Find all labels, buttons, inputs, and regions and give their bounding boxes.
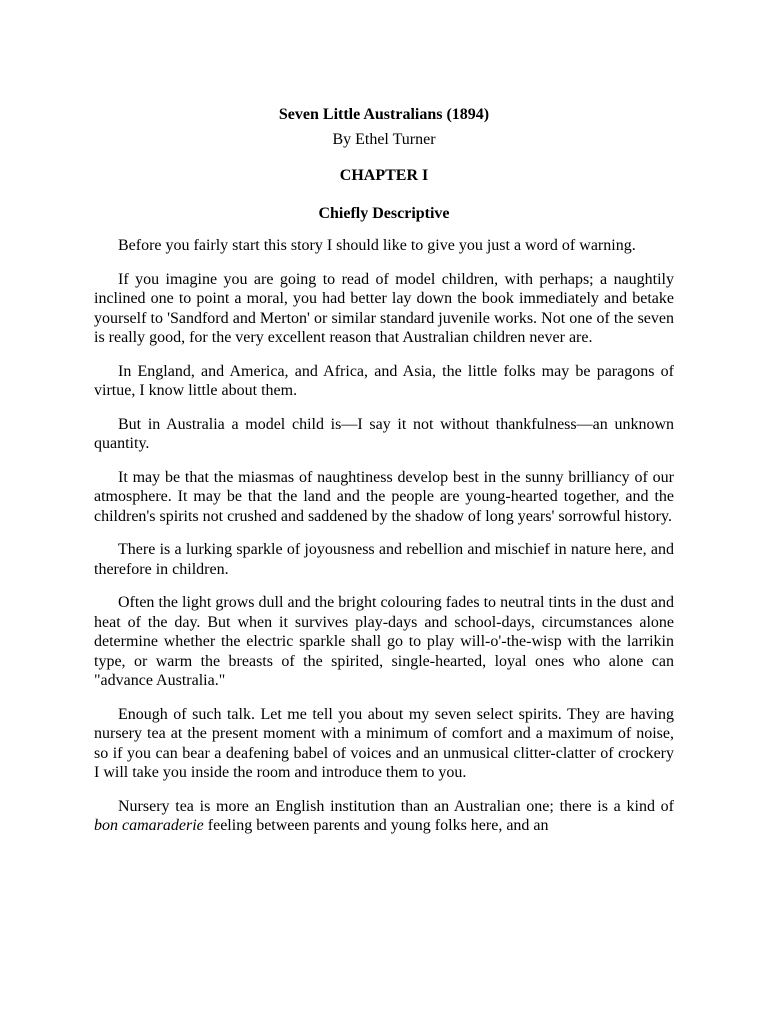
paragraph: Enough of such talk. Let me tell you about my seven select spirits. They are having nursery tea at the present moment with a minimum of comfort and a maximum of noise, so if you can bear a deafening babel of voices and an unmusical clitter-clatter of crockery I will take you inside the room and introduce them to you. <box>94 705 674 781</box>
paragraph: There is a lurking sparkle of joyousness and rebellion and mischief in nature here, and therefore in children. <box>94 541 674 578</box>
paragraph: It may be that the miasmas of naughtiness develop best in the sunny brilliancy of our atmosphere. It may be that the land and the people are young-hearted together, and the children's spirits not crushed and saddened by the shadow of long years' sorrowful history. <box>94 468 674 525</box>
paragraph-last <box>94 797 674 836</box>
paragraph-text: Nursery tea is more an English institution than an Australian one; there is a kind of <box>118 797 674 815</box>
page-content <box>94 104 674 836</box>
paragraph: In England, and America, and Africa, and Asia, the little folks may be paragons of virtue, I know little about them. <box>94 362 674 399</box>
chapter-heading: CHAPTER I <box>339 167 429 184</box>
italic-phrase: bon camaraderie <box>94 817 204 834</box>
book-author: By Ethel Turner <box>332 131 436 148</box>
book-title: Seven Little Australians (1894) <box>278 106 490 123</box>
chapter-title: Chiefly Descriptive <box>318 205 450 222</box>
paragraph: Before you fairly start this story I should like to give you just a word of warning. <box>118 237 636 254</box>
paragraph-text: feeling between parents and young folks here, and an <box>203 817 549 834</box>
paragraph: But in Australia a model child is—I say it not without thankfulness—an unknown quantity. <box>94 415 674 452</box>
paragraph: If you imagine you are going to read of model children, with perhaps; a naughtily inclined one to point a moral, you had better lay down the book immediately and betake yourself to 'Sandford and Merton' or similar standard juvenile works. Not one of the seven is really good, for the very excellent reason that Australian children never are. <box>94 270 674 346</box>
paragraph: Often the light grows dull and the bright colouring fades to neutral tints in the dust and heat of the day. But when it survives play-days and school-days, circumstances alone determine whether the electric sparkle shall go to play will-o'-the-wisp with the larrikin type, or warm the breasts of the spirited, single-hearted, loyal ones who alone can "advance Australia." <box>94 594 674 689</box>
